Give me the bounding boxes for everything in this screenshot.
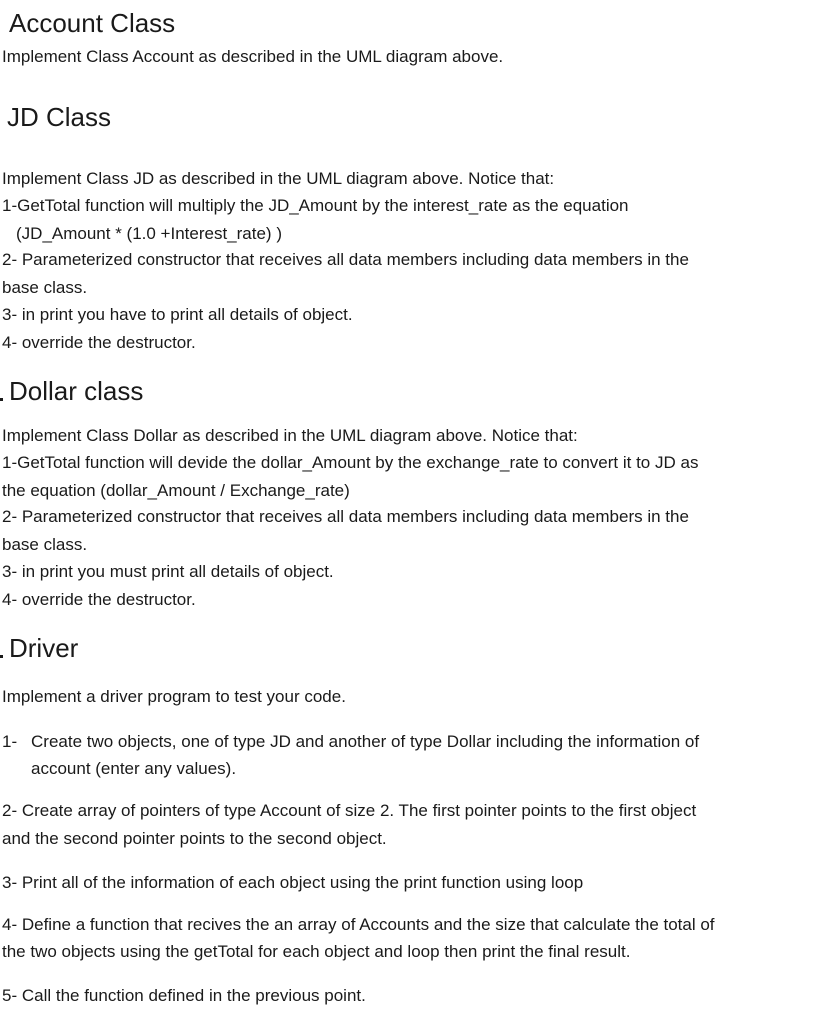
driver-item-1-line-2: account (enter any values).	[31, 759, 237, 778]
dollar-item-1-line-1: 1-GetTotal function will devide the dollar_Amount by the exchange_rate to convert it to JD as	[2, 453, 699, 472]
driver-item-2-line-2: and the second pointer points to the second object.	[2, 829, 387, 848]
dollar-class-intro: Implement Class Dollar as described in the UML diagram above. Notice that:	[2, 426, 578, 445]
list-bullet	[0, 655, 3, 658]
driver-item-1-number: 1-	[2, 732, 18, 751]
list-bullet	[0, 398, 3, 401]
driver-intro: Implement a driver program to test your code.	[2, 687, 346, 706]
account-class-description: Implement Class Account as described in the UML diagram above.	[2, 47, 504, 66]
jd-item-1-line-1: 1-GetTotal function will multiply the JD_Amount by the interest_rate as the equation	[2, 196, 629, 215]
jd-class-intro: Implement Class JD as described in the UML diagram above. Notice that:	[2, 169, 555, 188]
driver-heading: Driver	[9, 633, 79, 663]
jd-item-2-line-1: 2- Parameterized constructor that receives all data members including data members in the	[2, 250, 689, 269]
dollar-item-2-line-1: 2- Parameterized constructor that receives all data members including data members in the	[2, 507, 689, 526]
driver-item-4-line-1: 4- Define a function that recives the an array of Accounts and the size that calculate the total of	[2, 915, 715, 934]
driver-item-2-line-1: 2- Create array of pointers of type Account of size 2. The first pointer points to the first object	[2, 801, 697, 820]
dollar-item-1-line-2: the equation (dollar_Amount / Exchange_rate)	[2, 481, 350, 500]
dollar-item-4: 4- override the destructor.	[2, 590, 196, 609]
dollar-item-2-line-2: base class.	[2, 535, 88, 554]
driver-item-1-line-1: Create two objects, one of type JD and another of type Dollar including the information of	[31, 732, 700, 751]
dollar-class-heading: Dollar class	[9, 376, 144, 406]
driver-item-3: 3- Print all of the information of each object using the print function using loop	[2, 873, 584, 892]
dollar-item-3: 3- in print you must print all details of object.	[2, 562, 334, 581]
driver-item-5: 5- Call the function defined in the previous point.	[2, 986, 366, 1005]
jd-item-1-line-2: (JD_Amount * (1.0 +Interest_rate) )	[16, 224, 282, 243]
driver-item-4-line-2: the two objects using the getTotal for each object and loop then print the final result.	[2, 942, 631, 961]
jd-class-heading: JD Class	[7, 102, 112, 132]
jd-item-3: 3- in print you have to print all details of object.	[2, 305, 353, 324]
account-class-heading: Account Class	[9, 8, 176, 38]
jd-item-4: 4- override the destructor.	[2, 333, 196, 352]
jd-item-2-line-2: base class.	[2, 278, 88, 297]
